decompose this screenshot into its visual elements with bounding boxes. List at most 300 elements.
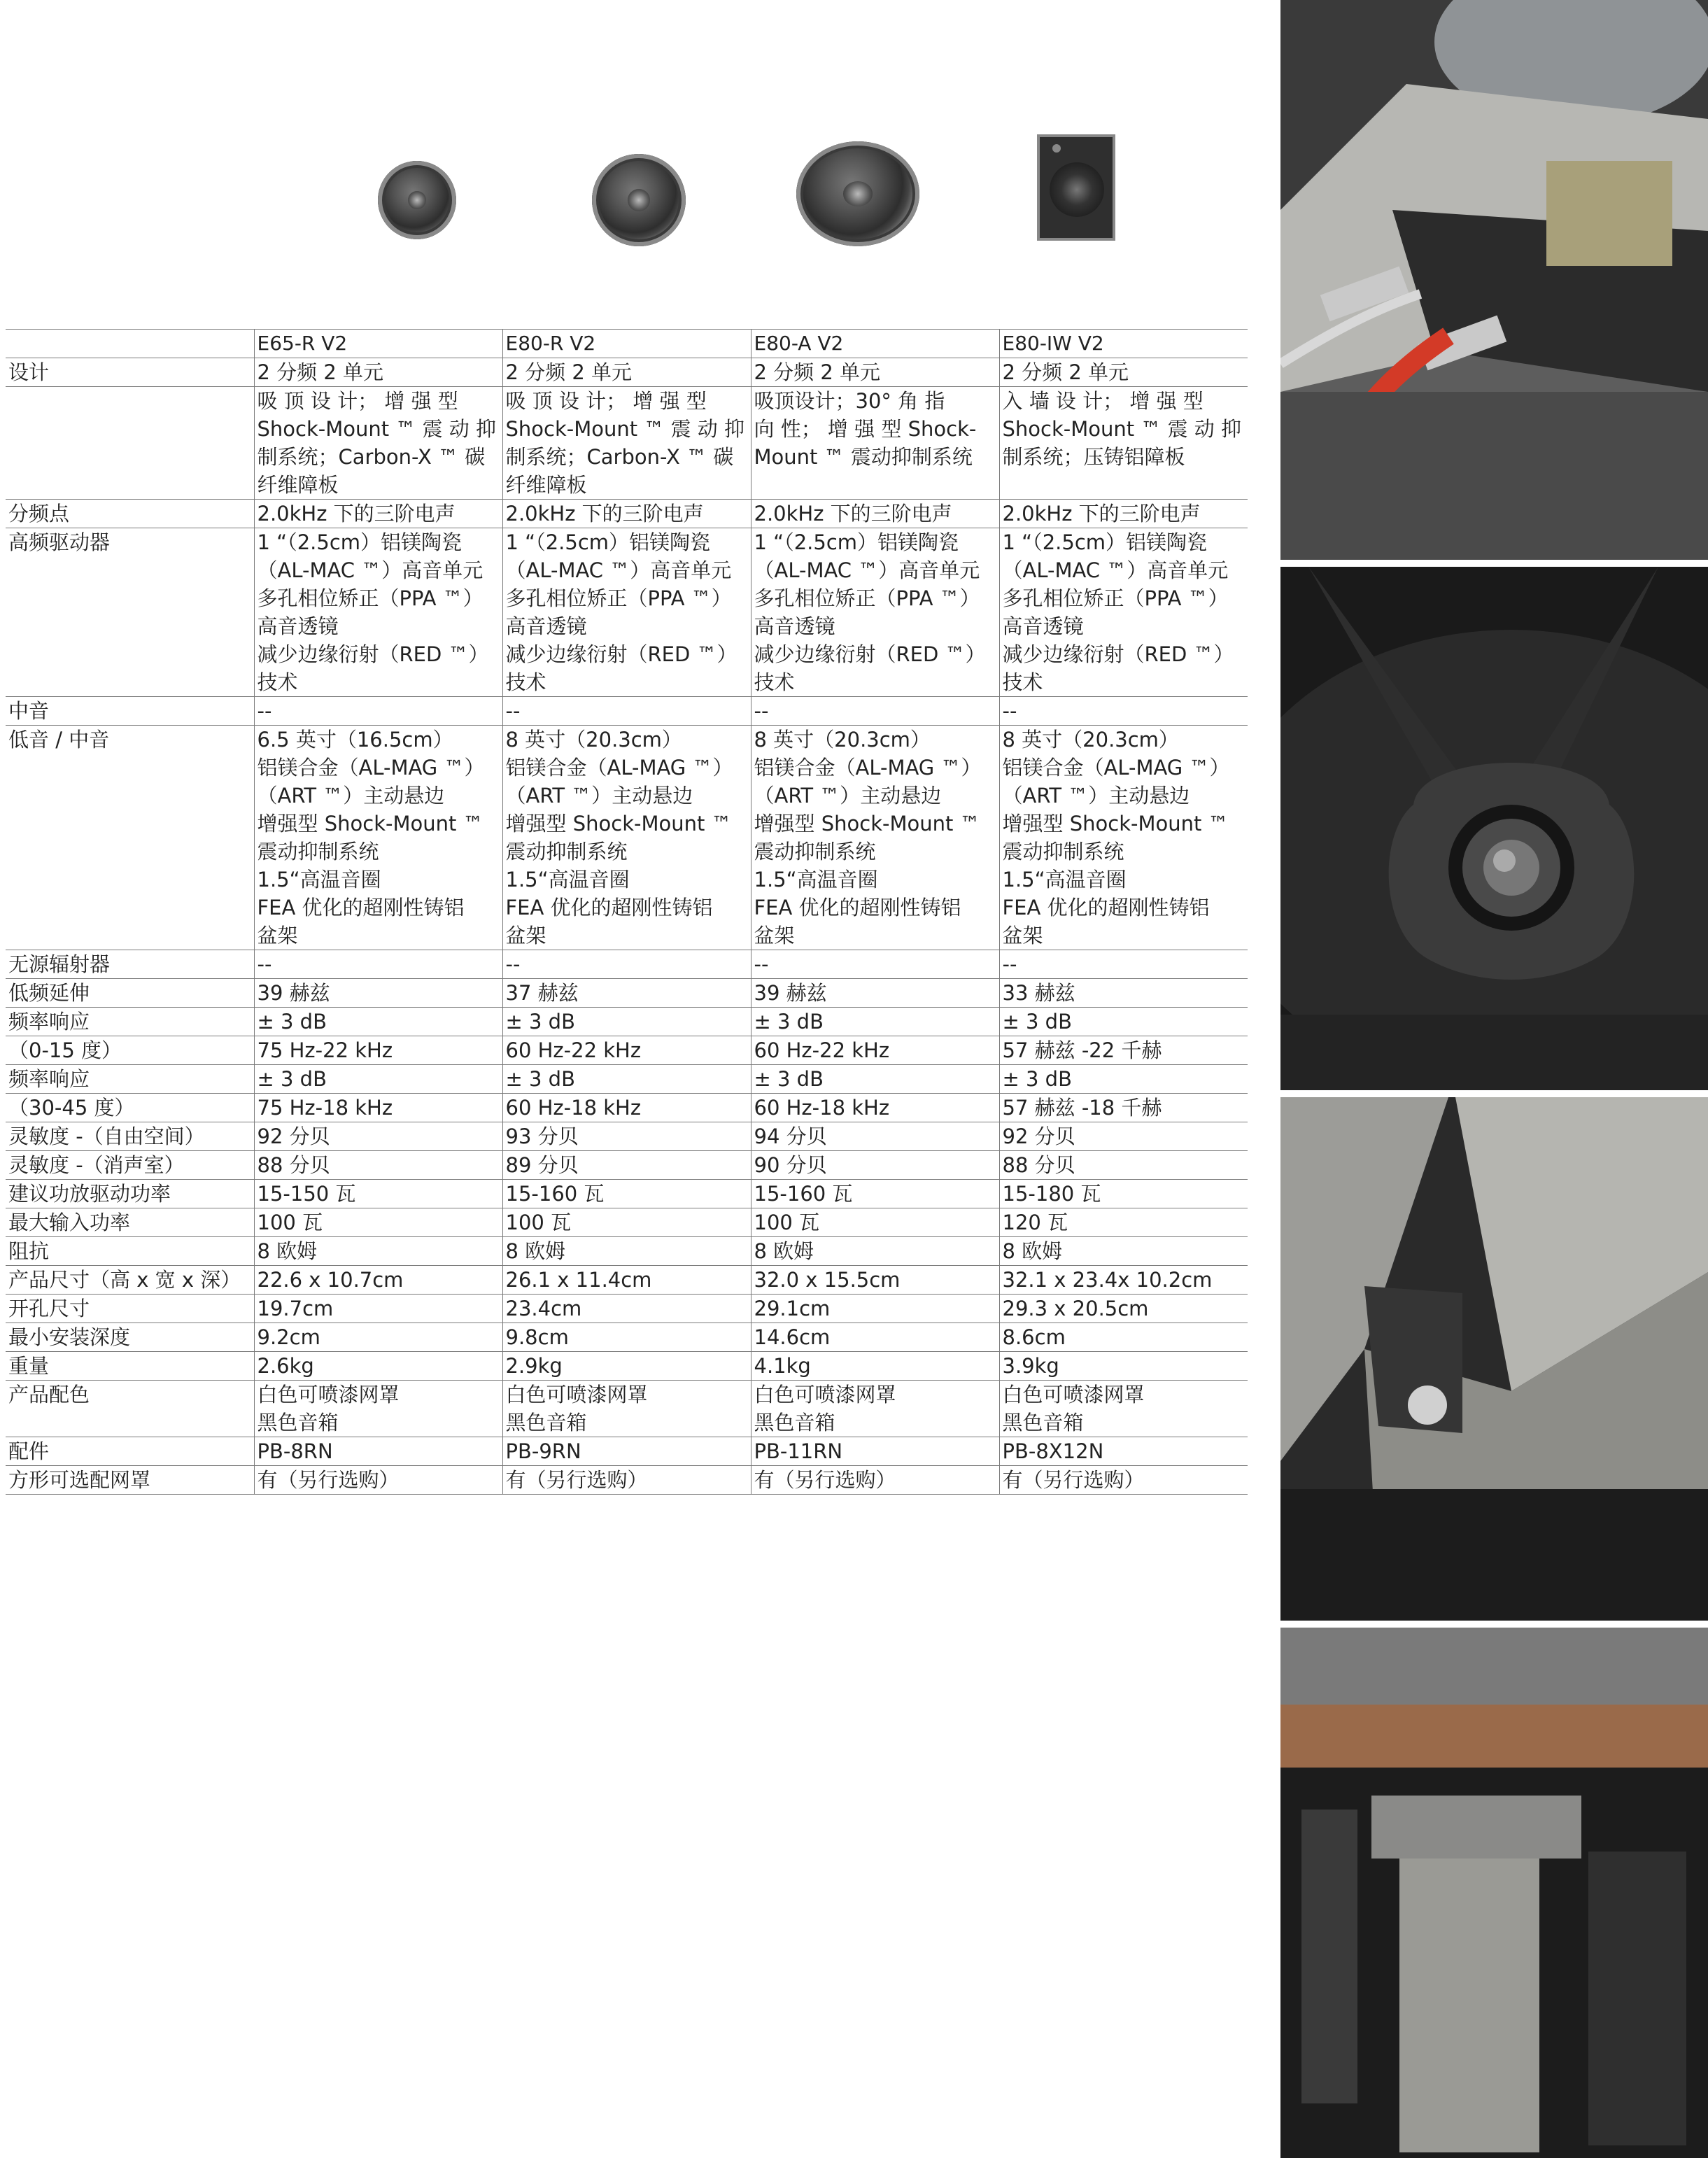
spec-value <box>502 1437 751 1466</box>
spec-label: 灵敏度 -（消声室） <box>6 1151 254 1180</box>
spec-value-line: 3.9kg <box>1002 1354 1059 1378</box>
spec-value-line: 75 Hz-22 kHz <box>257 1038 393 1062</box>
spec-value-line: ± 3 dB <box>505 1067 575 1091</box>
spec-value-line: 铝镁合金（AL-MAG ™） <box>505 756 733 780</box>
spec-value-line: 2.0kHz 下的三阶电声 <box>1002 502 1201 526</box>
spec-value-line: 8 英寸（20.3cm） <box>1002 728 1179 752</box>
spec-value <box>254 1323 502 1352</box>
table-row <box>6 1437 1248 1466</box>
spec-value <box>254 500 502 528</box>
spec-value-line: 减少边缘衍射（RED ™） <box>505 642 737 666</box>
spec-label: 分频点 <box>6 500 254 528</box>
model-name: E65-R V2 <box>254 330 502 358</box>
spec-value <box>999 1295 1248 1323</box>
spec-label: 配件 <box>6 1437 254 1466</box>
spec-value-line: 高音透镜 <box>1002 614 1084 638</box>
spec-value <box>999 1065 1248 1094</box>
spec-value-line: 75 Hz-18 kHz <box>257 1096 393 1120</box>
spec-value-line: ± 3 dB <box>257 1010 327 1034</box>
spec-value <box>254 1008 502 1036</box>
spec-value-line: 高音透镜 <box>257 614 339 638</box>
spec-value-line: 60 Hz-18 kHz <box>505 1096 642 1120</box>
table-row <box>6 1094 1248 1122</box>
spec-value <box>254 1466 502 1495</box>
detail-photo-strip <box>1280 0 1708 2158</box>
spec-value-line: 2 分频 2 单元 <box>257 360 384 384</box>
spec-value-line: 29.3 x 20.5cm <box>1002 1297 1149 1320</box>
spec-value-line: 100 瓦 <box>505 1211 572 1234</box>
spec-value-line: 高音透镜 <box>505 614 587 638</box>
e80-a-speaker-image <box>796 141 919 246</box>
spec-value <box>502 1237 751 1266</box>
spec-value-line: 高音透镜 <box>754 614 835 638</box>
spec-table <box>6 329 1248 1495</box>
spec-value-line: 1 “（2.5cm）铝镁陶瓷 <box>754 530 959 554</box>
spec-label: 频率响应 <box>6 1008 254 1036</box>
spec-value <box>502 1151 751 1180</box>
table-row <box>6 1352 1248 1381</box>
spec-value <box>502 1036 751 1065</box>
spec-value <box>999 1323 1248 1352</box>
spec-value <box>751 1208 999 1237</box>
spec-value <box>999 950 1248 979</box>
spec-value-line: 有（另行选购） <box>754 1468 896 1492</box>
spec-value-line: 8 英寸（20.3cm） <box>505 728 682 752</box>
spec-value <box>502 1094 751 1122</box>
spec-value <box>502 1323 751 1352</box>
spec-value-line: （AL-MAC ™）高音单元 <box>505 558 732 582</box>
spec-value-line: 15-180 瓦 <box>1002 1182 1101 1206</box>
spec-value <box>751 528 999 697</box>
spec-value <box>751 1122 999 1151</box>
spec-value-line: 震动抑制系统 <box>505 840 628 863</box>
table-row <box>6 1266 1248 1295</box>
tweeter-closeup-photo <box>1280 567 1708 1090</box>
spec-value-line: 100 瓦 <box>257 1211 323 1234</box>
spec-value <box>254 528 502 697</box>
spec-value-line: 39 赫兹 <box>754 981 827 1005</box>
spec-value <box>999 1237 1248 1266</box>
spec-value-line: （AL-MAC ™）高音单元 <box>1002 558 1229 582</box>
spec-label: 频率响应 <box>6 1065 254 1094</box>
model-header-row <box>6 330 1248 358</box>
spec-value-line: 57 赫兹 -18 千赫 <box>1002 1096 1162 1120</box>
spec-value-line: 黑色音箱 <box>754 1411 835 1434</box>
spec-value <box>751 1008 999 1036</box>
spec-value-line: 1.5“高温音圈 <box>505 868 630 891</box>
spec-value-line: 89 分贝 <box>505 1153 579 1177</box>
spec-value-line: 铝镁合金（AL-MAG ™） <box>257 756 485 780</box>
spec-value <box>999 1266 1248 1295</box>
spec-value <box>999 1008 1248 1036</box>
spec-value-line: 减少边缘衍射（RED ™） <box>257 642 489 666</box>
spec-label: 低音 / 中音 <box>6 726 254 950</box>
spec-value-line: （ART ™）主动悬边 <box>1002 784 1190 808</box>
table-row <box>6 358 1248 387</box>
spec-value-line: 88 分贝 <box>1002 1153 1075 1177</box>
table-row <box>6 1008 1248 1036</box>
spec-value <box>999 500 1248 528</box>
spec-value <box>751 1352 999 1381</box>
spec-value-line: -- <box>1002 952 1017 976</box>
header-blank-cell <box>6 330 254 358</box>
spec-value-line: 26.1 x 11.4cm <box>505 1268 652 1292</box>
spec-value <box>502 1180 751 1208</box>
spec-value-line: （AL-MAC ™）高音单元 <box>754 558 980 582</box>
spec-value-line: 2 分频 2 单元 <box>754 360 881 384</box>
spec-value <box>502 950 751 979</box>
spec-value <box>254 979 502 1008</box>
spec-value <box>502 358 751 387</box>
e80-iw-speaker-image <box>1037 134 1115 241</box>
spec-value <box>751 358 999 387</box>
spec-value-line: 技术 <box>754 670 795 694</box>
spec-value-line: 60 Hz-22 kHz <box>505 1038 642 1062</box>
spec-value-line: 入 墙 设 计； 增 强 型 <box>1002 389 1204 413</box>
spec-value-line: 15-150 瓦 <box>257 1182 356 1206</box>
spec-value-line: 100 瓦 <box>754 1211 820 1234</box>
spec-value-line: 多孔相位矫正（PPA ™） <box>1002 586 1229 610</box>
spec-value <box>999 1122 1248 1151</box>
spec-value <box>254 1437 502 1466</box>
spec-value-line: 1.5“高温音圈 <box>1002 868 1127 891</box>
spec-value-line: 技术 <box>257 670 298 694</box>
spec-value-line: Shock-Mount ™ 震 动 抑 <box>257 417 497 441</box>
spec-value-line: 白色可喷漆网罩 <box>1002 1383 1145 1406</box>
spec-label: （0-15 度） <box>6 1036 254 1065</box>
spec-value <box>502 726 751 950</box>
spec-value-line: 震动抑制系统 <box>754 840 876 863</box>
spec-label: 产品配色 <box>6 1381 254 1437</box>
spec-value-line: 白色可喷漆网罩 <box>257 1383 400 1406</box>
spec-value-line: 33 赫兹 <box>1002 981 1075 1005</box>
spec-value-line: Shock-Mount ™ 震 动 抑 <box>1002 417 1242 441</box>
spec-label: 低频延伸 <box>6 979 254 1008</box>
spec-value <box>254 1065 502 1094</box>
spec-value-line: 2.0kHz 下的三阶电声 <box>505 502 704 526</box>
spec-label <box>6 387 254 500</box>
table-row <box>6 697 1248 726</box>
spec-label: 无源辐射器 <box>6 950 254 979</box>
spec-value-line: -- <box>257 699 272 723</box>
spec-value-line: 有（另行选购） <box>1002 1468 1145 1492</box>
spec-value-line: 减少边缘衍射（RED ™） <box>1002 642 1234 666</box>
table-row <box>6 979 1248 1008</box>
spec-value <box>254 1295 502 1323</box>
spec-value-line: 88 分贝 <box>257 1153 330 1177</box>
spec-value-line: FEA 优化的超刚性铸铝 <box>754 896 961 919</box>
spec-value <box>999 528 1248 697</box>
spec-value <box>751 1381 999 1437</box>
table-row <box>6 1208 1248 1237</box>
spec-value <box>999 1381 1248 1437</box>
spec-value-line: 32.0 x 15.5cm <box>754 1268 901 1292</box>
spec-label: 建议功放驱动功率 <box>6 1180 254 1208</box>
spec-label: 设计 <box>6 358 254 387</box>
spec-value-line: 制系统；压铸铝障板 <box>1002 445 1185 469</box>
spec-value-line: 制系统；Carbon-X ™ 碳 <box>257 445 486 469</box>
spec-label: 开孔尺寸 <box>6 1295 254 1323</box>
spec-value-line: 1 “（2.5cm）铝镁陶瓷 <box>257 530 463 554</box>
spec-value-line: （ART ™）主动悬边 <box>754 784 942 808</box>
spec-value-line: PB-11RN <box>754 1439 843 1463</box>
table-row <box>6 1466 1248 1495</box>
spec-value-line: 铝镁合金（AL-MAG ™） <box>1002 756 1230 780</box>
spec-value-line: 纤维障板 <box>257 473 339 497</box>
spec-value-line: 22.6 x 10.7cm <box>257 1268 404 1292</box>
spec-value <box>751 1180 999 1208</box>
spec-value <box>502 1008 751 1036</box>
table-row <box>6 1295 1248 1323</box>
spec-value <box>999 1036 1248 1065</box>
spec-value-line: 2.0kHz 下的三阶电声 <box>754 502 952 526</box>
spec-value-line: 制系统；Carbon-X ™ 碳 <box>505 445 734 469</box>
spec-value-line: 93 分贝 <box>505 1124 579 1148</box>
voice-coil-photo <box>1280 1628 1708 2158</box>
spec-value-line: （AL-MAC ™）高音单元 <box>257 558 484 582</box>
spec-value <box>502 387 751 500</box>
spec-value-line: FEA 优化的超刚性铸铝 <box>1002 896 1210 919</box>
spec-value <box>254 1036 502 1065</box>
spec-value-line: 8 欧姆 <box>505 1239 566 1263</box>
spec-label: 阻抗 <box>6 1237 254 1266</box>
spec-value <box>751 1065 999 1094</box>
spec-value-line: 震动抑制系统 <box>257 840 379 863</box>
spec-value-line: 技术 <box>505 670 546 694</box>
spec-value-line: （ART ™）主动悬边 <box>257 784 445 808</box>
spec-value <box>254 697 502 726</box>
spec-value-line: 吸顶设计；30° 角 指 <box>754 389 945 413</box>
spec-value-line: ± 3 dB <box>257 1067 327 1091</box>
spec-value <box>999 1094 1248 1122</box>
table-row <box>6 1122 1248 1151</box>
spec-value <box>751 1151 999 1180</box>
spec-value-line: 黑色音箱 <box>1002 1411 1084 1434</box>
spec-value-line: ± 3 dB <box>754 1010 824 1034</box>
spec-value-line: 吸 顶 设 计； 增 强 型 <box>505 389 707 413</box>
table-row <box>6 1065 1248 1094</box>
spec-value-line: 94 分贝 <box>754 1124 827 1148</box>
spec-value-line: 有（另行选购） <box>257 1468 400 1492</box>
table-row <box>6 1323 1248 1352</box>
spec-value <box>254 950 502 979</box>
model-name: E80-R V2 <box>502 330 751 358</box>
spec-value-line: 8 英寸（20.3cm） <box>754 728 931 752</box>
spec-value-line: 盆架 <box>754 924 795 947</box>
spec-value <box>751 1237 999 1266</box>
model-name: E80-IW V2 <box>999 330 1248 358</box>
spec-value <box>751 500 999 528</box>
spec-value <box>502 1352 751 1381</box>
spec-value-line: 2.9kg <box>505 1354 563 1378</box>
spec-value-line: 29.1cm <box>754 1297 831 1320</box>
spec-value-line: 有（另行选购） <box>505 1468 648 1492</box>
e80-r-speaker-image <box>592 154 686 246</box>
spec-value-line: 盆架 <box>505 924 546 947</box>
spec-value <box>254 1266 502 1295</box>
spec-value-line: FEA 优化的超刚性铸铝 <box>257 896 465 919</box>
spec-value-line: PB-8X12N <box>1002 1439 1104 1463</box>
table-row <box>6 1180 1248 1208</box>
spec-value-line: 39 赫兹 <box>257 981 330 1005</box>
spec-value-line: 震动抑制系统 <box>1002 840 1124 863</box>
spec-value-line: 技术 <box>1002 670 1043 694</box>
spec-value-line: 多孔相位矫正（PPA ™） <box>754 586 980 610</box>
table-row <box>6 1381 1248 1437</box>
e65-r-speaker-image <box>378 161 456 239</box>
spec-value-line: 白色可喷漆网罩 <box>505 1383 648 1406</box>
spec-value-line: ± 3 dB <box>754 1067 824 1091</box>
table-row <box>6 726 1248 950</box>
spec-value <box>751 697 999 726</box>
product-thumbnails <box>0 126 1259 252</box>
spec-label: 方形可选配网罩 <box>6 1466 254 1495</box>
spec-value-line: -- <box>754 952 769 976</box>
spec-value <box>751 1094 999 1122</box>
spec-value-line: 向 性； 增 强 型 Shock- <box>754 417 977 441</box>
spec-value-line: -- <box>505 699 521 723</box>
spec-value <box>751 950 999 979</box>
spec-value <box>999 979 1248 1008</box>
spec-value-line: 9.2cm <box>257 1325 320 1349</box>
spec-value-line: 15-160 瓦 <box>505 1182 605 1206</box>
spec-value-line: ± 3 dB <box>1002 1010 1072 1034</box>
spec-value-line: （ART ™）主动悬边 <box>505 784 693 808</box>
spec-value <box>502 528 751 697</box>
table-row <box>6 950 1248 979</box>
spec-label: （30-45 度） <box>6 1094 254 1122</box>
spec-value <box>254 358 502 387</box>
spec-value-line: 1.5“高温音圈 <box>257 868 381 891</box>
spec-value-line: -- <box>257 952 272 976</box>
spec-value-line: 8 欧姆 <box>754 1239 814 1263</box>
spec-value <box>999 1466 1248 1495</box>
spec-value <box>999 697 1248 726</box>
spec-value <box>502 500 751 528</box>
spec-value-line: PB-8RN <box>257 1439 333 1463</box>
table-row <box>6 1237 1248 1266</box>
spec-label: 高频驱动器 <box>6 528 254 697</box>
spec-value <box>999 387 1248 500</box>
spec-value <box>254 387 502 500</box>
spec-value <box>751 1466 999 1495</box>
spec-value <box>751 1295 999 1323</box>
spec-value-line: ± 3 dB <box>1002 1067 1072 1091</box>
table-row <box>6 528 1248 697</box>
spec-value-line: 14.6cm <box>754 1325 831 1349</box>
spec-value-line: -- <box>505 952 521 976</box>
spec-value <box>999 1151 1248 1180</box>
spec-value-line: 6.5 英寸（16.5cm） <box>257 728 453 752</box>
spec-value <box>751 1036 999 1065</box>
spec-label: 重量 <box>6 1352 254 1381</box>
spec-value-line: 8.6cm <box>1002 1325 1066 1349</box>
spec-label: 中音 <box>6 697 254 726</box>
spec-value-line: 1 “（2.5cm）铝镁陶瓷 <box>505 530 711 554</box>
spec-label: 灵敏度 -（自由空间） <box>6 1122 254 1151</box>
shock-mount-photo <box>1280 1097 1708 1621</box>
spec-value <box>502 1208 751 1237</box>
model-name: E80-A V2 <box>751 330 999 358</box>
spec-value-line: 23.4cm <box>505 1297 582 1320</box>
spec-value <box>751 979 999 1008</box>
spec-value-line: FEA 优化的超刚性铸铝 <box>505 896 713 919</box>
spec-value <box>254 1094 502 1122</box>
spec-value-line: 黑色音箱 <box>257 1411 339 1434</box>
spec-value-line: -- <box>1002 699 1017 723</box>
spec-label: 最小安装深度 <box>6 1323 254 1352</box>
spec-value <box>751 387 999 500</box>
spec-value <box>751 1437 999 1466</box>
spec-value <box>254 1122 502 1151</box>
spec-value-line: 白色可喷漆网罩 <box>754 1383 896 1406</box>
spec-value-line: 19.7cm <box>257 1297 334 1320</box>
spec-value-line: 37 赫兹 <box>505 981 579 1005</box>
spec-value-line: 1.5“高温音圈 <box>754 868 878 891</box>
spec-value <box>254 1237 502 1266</box>
spec-value-line: -- <box>754 699 769 723</box>
spec-value-line: 盆架 <box>257 924 298 947</box>
spec-value-line: 2 分频 2 单元 <box>505 360 633 384</box>
spec-value-line: 8 欧姆 <box>257 1239 318 1263</box>
spec-value <box>999 1208 1248 1237</box>
spec-value-line: 92 分贝 <box>1002 1124 1075 1148</box>
spec-value <box>502 1381 751 1437</box>
spec-value <box>254 1381 502 1437</box>
spec-value <box>254 1180 502 1208</box>
spec-value-line: 2.6kg <box>257 1354 314 1378</box>
spec-value <box>254 1151 502 1180</box>
spec-value <box>751 1266 999 1295</box>
spec-value <box>502 1466 751 1495</box>
spec-value <box>751 1323 999 1352</box>
spec-label: 产品尺寸（高 x 宽 x 深） <box>6 1266 254 1295</box>
spec-value <box>999 358 1248 387</box>
spec-value-line: 4.1kg <box>754 1354 811 1378</box>
spec-value-line: 吸 顶 设 计； 增 强 型 <box>257 389 458 413</box>
spec-value <box>502 697 751 726</box>
spec-value-line: ± 3 dB <box>505 1010 575 1034</box>
spec-value <box>254 1208 502 1237</box>
spec-value <box>502 1266 751 1295</box>
table-row <box>6 1036 1248 1065</box>
table-row <box>6 1151 1248 1180</box>
spec-value-line: 铝镁合金（AL-MAG ™） <box>754 756 982 780</box>
spec-value-line: 黑色音箱 <box>505 1411 587 1434</box>
spec-value-line: 92 分贝 <box>257 1124 330 1148</box>
spec-value <box>254 726 502 950</box>
spec-value-line: 60 Hz-22 kHz <box>754 1038 890 1062</box>
table-row <box>6 500 1248 528</box>
spec-label: 最大输入功率 <box>6 1208 254 1237</box>
spec-value-line: 多孔相位矫正（PPA ™） <box>257 586 484 610</box>
spec-value-line: 2 分频 2 单元 <box>1002 360 1129 384</box>
spec-value-line: 9.8cm <box>505 1325 569 1349</box>
spec-value-line: 增强型 Shock-Mount ™ <box>754 812 980 835</box>
spec-value-line: 8 欧姆 <box>1002 1239 1063 1263</box>
spec-value-line: PB-9RN <box>505 1439 581 1463</box>
spec-value-line: 多孔相位矫正（PPA ™） <box>505 586 732 610</box>
spec-value <box>999 1352 1248 1381</box>
spec-value <box>751 726 999 950</box>
table-row <box>6 387 1248 500</box>
spec-value <box>502 1065 751 1094</box>
spec-value-line: 90 分贝 <box>754 1153 827 1177</box>
spec-value <box>999 726 1248 950</box>
spec-value-line: 1 “（2.5cm）铝镁陶瓷 <box>1002 530 1208 554</box>
spec-value-line: Mount ™ 震动抑制系统 <box>754 445 973 469</box>
spec-value-line: 60 Hz-18 kHz <box>754 1096 890 1120</box>
